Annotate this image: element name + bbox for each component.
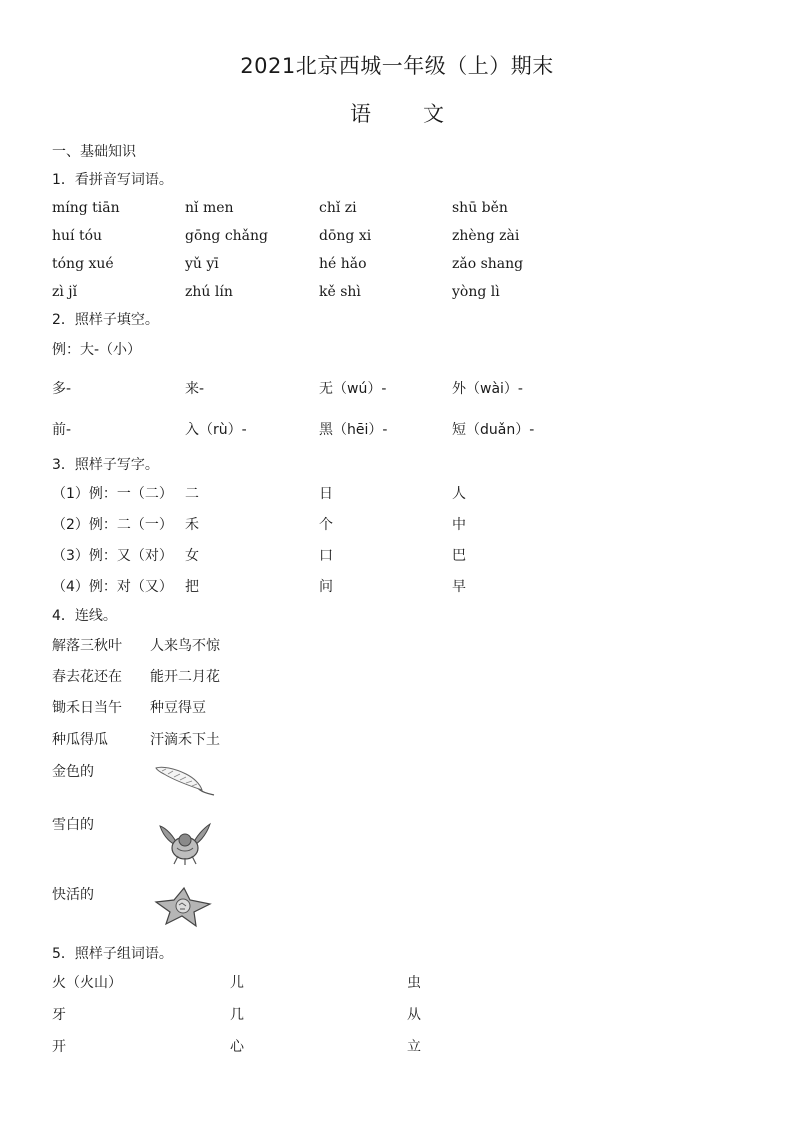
q2-item: 来- — [185, 381, 205, 397]
q2-item: 入（rù）- — [185, 422, 247, 438]
pinyin-item: nǐ men — [185, 200, 234, 216]
poem-left: 锄禾日当午 — [52, 700, 122, 716]
q3-label: 3．照样子写字。 — [52, 457, 159, 473]
q2-item: 前- — [52, 422, 72, 438]
subject-char-1: 语 — [350, 102, 371, 126]
q4-label: 4．连线。 — [52, 608, 117, 624]
adjective-item: 快活的 — [52, 887, 94, 903]
adjective-item: 金色的 — [52, 764, 94, 780]
subject-title — [0, 98, 794, 128]
pinyin-item: hé hǎo — [319, 256, 367, 272]
adjective-item: 雪白的 — [52, 817, 94, 833]
q3-item: 把 — [185, 579, 199, 595]
poem-right: 人来鸟不惊 — [150, 638, 220, 654]
q3-item: 中 — [452, 517, 466, 533]
pinyin-item: zhú lín — [185, 284, 233, 300]
pinyin-item: zhèng zài — [452, 228, 520, 244]
q3-example: （4）例：对（又） — [52, 579, 173, 595]
pinyin-item: gōng chǎng — [185, 228, 269, 244]
q5-item: 从 — [407, 1007, 421, 1023]
q5-item: 儿 — [230, 975, 244, 991]
subject-char-2: 文 — [423, 102, 444, 126]
section-heading: 一、基础知识 — [52, 144, 136, 160]
pinyin-item: zǎo shang — [452, 256, 524, 272]
q3-item: 人 — [452, 486, 466, 502]
poem-left: 春去花还在 — [52, 669, 122, 685]
q2-item: 短（duǎn）- — [452, 422, 535, 438]
poem-left: 解落三秋叶 — [52, 638, 122, 654]
poem-left: 种瓜得瓜 — [52, 732, 108, 748]
pinyin-item: tóng xué — [52, 256, 114, 272]
q2-item: 无（wú）- — [319, 381, 387, 397]
q2-item: 黑（hēi）- — [319, 422, 388, 438]
q3-item: 巴 — [452, 548, 466, 564]
bird-icon — [156, 818, 214, 868]
pinyin-item: shū běn — [452, 200, 508, 216]
q5-label: 5．照样子组词语。 — [52, 946, 173, 962]
q2-example: 例：大-（小） — [52, 342, 142, 358]
page-title: 2021北京西城一年级（上）期末 — [240, 54, 554, 78]
q1-label: 1．看拼音写词语。 — [52, 172, 173, 188]
q3-example: （3）例：又（对） — [52, 548, 173, 564]
q3-item: 问 — [319, 579, 333, 595]
q5-item: 虫 — [407, 975, 421, 991]
q5-item: 心 — [230, 1039, 244, 1055]
q5-item: 立 — [407, 1039, 421, 1055]
pinyin-item: míng tiān — [52, 200, 120, 216]
pinyin-item: yòng lì — [452, 284, 500, 300]
q3-item: 女 — [185, 548, 199, 564]
q5-item: 几 — [230, 1007, 244, 1023]
pinyin-item: chǐ zi — [319, 200, 357, 216]
pinyin-item: kě shì — [319, 284, 361, 300]
q3-item: 口 — [319, 548, 333, 564]
q3-item: 禾 — [185, 517, 199, 533]
q3-item: 早 — [452, 579, 466, 595]
feather-icon — [152, 762, 216, 798]
q5-item: 牙 — [52, 1007, 66, 1023]
q5-example: 火（火山） — [52, 975, 122, 991]
pinyin-item: yǔ yī — [185, 256, 219, 272]
q3-item: 个 — [319, 517, 333, 533]
pinyin-item: zì jǐ — [52, 284, 78, 300]
q2-item: 多- — [52, 381, 72, 397]
q3-item: 二 — [185, 486, 199, 502]
q2-item: 外（wài）- — [452, 381, 523, 397]
pinyin-item: dōng xi — [319, 228, 372, 244]
poem-right: 种豆得豆 — [150, 700, 206, 716]
poem-right: 汗滴禾下土 — [150, 732, 220, 748]
q2-label: 2．照样子填空。 — [52, 312, 159, 328]
pinyin-item: huí tóu — [52, 228, 103, 244]
q5-item: 开 — [52, 1039, 66, 1055]
q3-example: （2）例：二（一） — [52, 517, 173, 533]
leaf-icon — [150, 884, 216, 930]
q3-example: （1）例：一（二） — [52, 486, 173, 502]
q3-item: 日 — [319, 486, 333, 502]
poem-right: 能开二月花 — [150, 669, 220, 685]
